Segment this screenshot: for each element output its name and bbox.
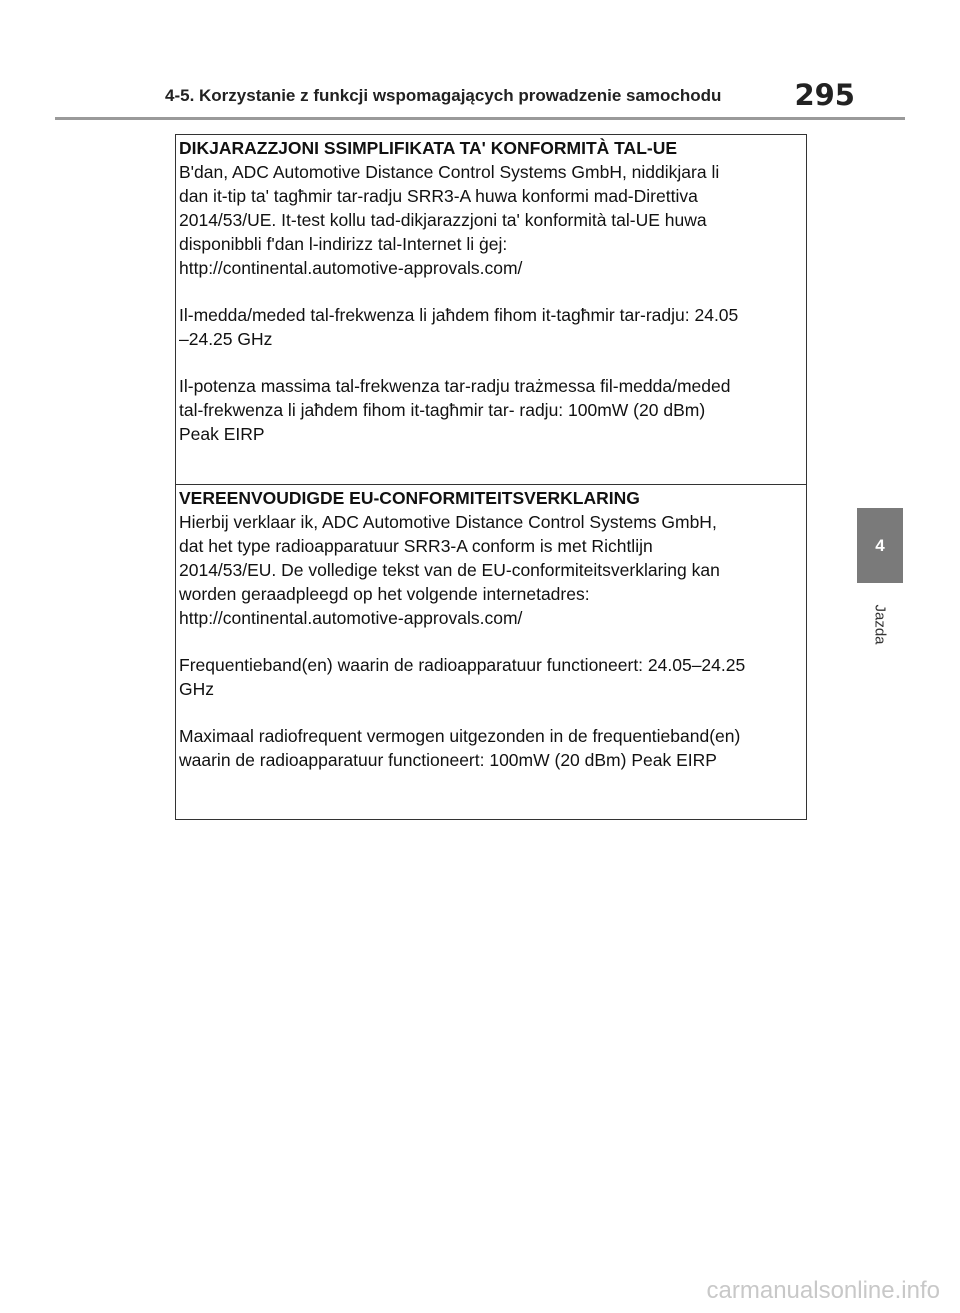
dutch-paragraph-1: Hierbij verklaar ik, ADC Automotive Distance Control Systems GmbH, dat het type radioapparatuur SRR3-A conform is met Richtlijn 2014/53/EU. De volledige tekst van de EU-conformiteitsverklaring kan worden geraadpleegd op het volgende internetadres: http://continental.automotive-approvals.com/ <box>179 512 720 628</box>
chapter-label-container <box>860 594 900 654</box>
maltese-paragraph-2: Il-medda/meded tal-frekwenza li jaħdem fihom it-tagħmir tar-radju: 24.05 –24.25 GHz <box>179 305 739 349</box>
chapter-number: 4 <box>875 535 885 555</box>
maltese-declaration-title: DIKJARAZZJONI SSIMPLIFIKATA TA' KONFORMITÀ TAL-UE <box>179 138 678 158</box>
chapter-label: Jazda <box>871 603 889 645</box>
section-title: 4-5. Korzystanie z funkcji wspomagających prowadzenie samochodu <box>165 86 722 105</box>
dutch-declaration-box <box>175 484 807 820</box>
header-divider <box>55 117 905 120</box>
chapter-tab <box>857 508 903 583</box>
maltese-declaration-box <box>175 134 807 485</box>
maltese-paragraph-1: B'dan, ADC Automotive Distance Control Systems GmbH, niddikjara li dan it-tip ta' tagħmir tar-radju SRR3-A huwa konformi mad-Direttiva 2014/53/UE. It-test kollu tad-dikjarazzjoni ta' konformità tal-UE huwa disponibbli f'dan l-indirizz tal-Internet li ġej: http://continental.automotive-approvals.com/ <box>179 162 720 278</box>
page-number: 295 <box>794 78 855 112</box>
watermark: carmanualsonline.info <box>706 1277 940 1304</box>
maltese-paragraph-3: Il-potenza massima tal-frekwenza tar-radju trażmessa fil-medda/meded tal-frekwenza li jaħdem fihom it-tagħmir tar- radju: 100mW (20 dBm) Peak EIRP <box>179 376 731 444</box>
dutch-paragraph-2: Frequentieband(en) waarin de radioapparatuur functioneert: 24.05–24.25 GHz <box>179 655 746 699</box>
page-header <box>165 78 855 114</box>
dutch-declaration-title: VEREENVOUDIGDE EU-CONFORMITEITSVERKLARING <box>179 488 640 508</box>
dutch-paragraph-3: Maximaal radiofrequent vermogen uitgezonden in de frequentieband(en) waarin de radioapparatuur functioneert: 100mW (20 dBm) Peak EIRP <box>179 726 741 770</box>
